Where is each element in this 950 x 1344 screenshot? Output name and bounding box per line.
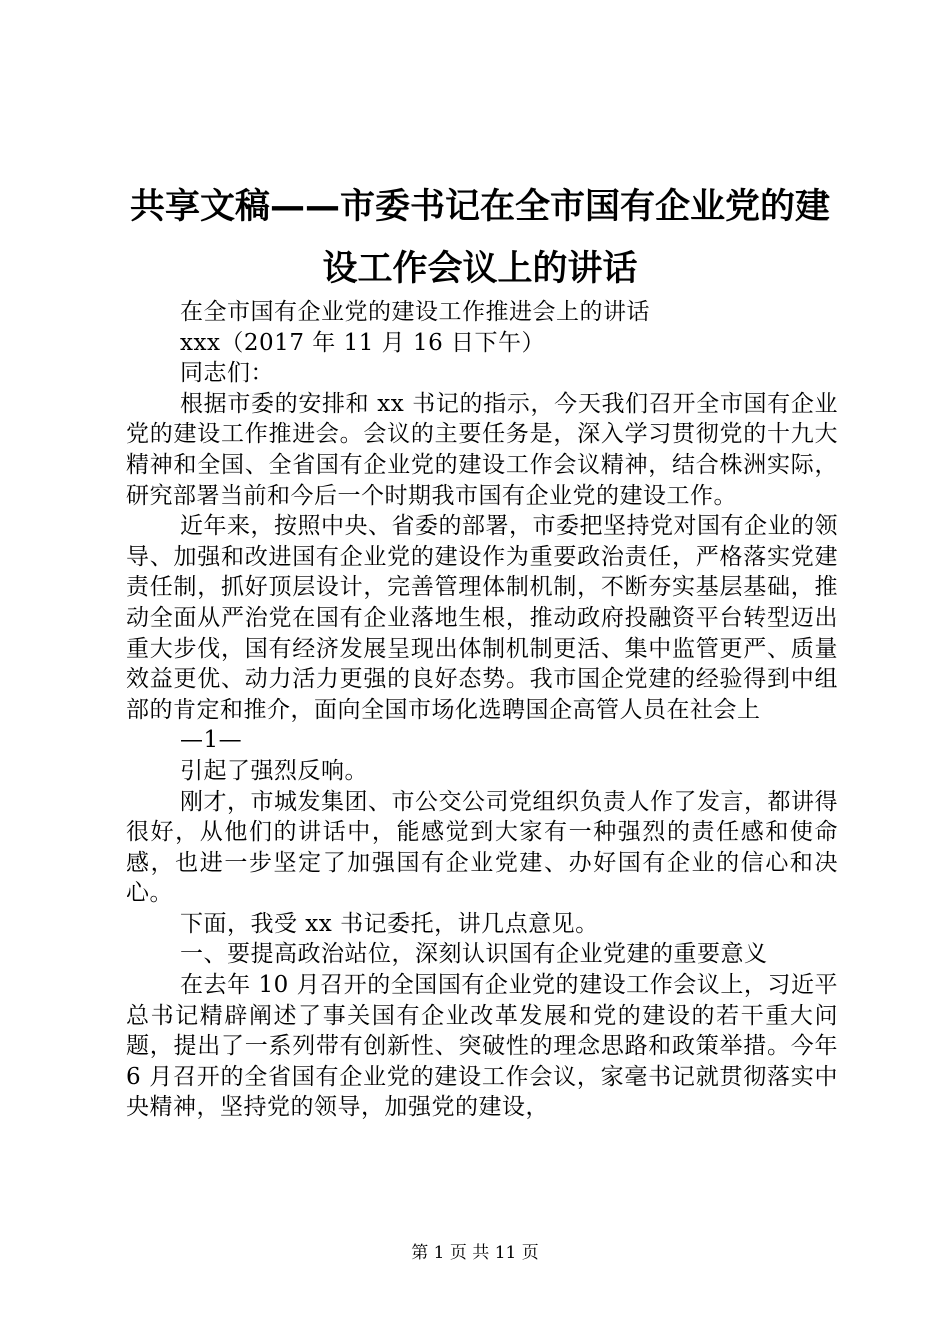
page-footer: 第 1 页 共 11 页 (411, 1243, 539, 1263)
body-paragraph: 在去年 10 月召开的全国国有企业党的建设工作会议上，习近平总书记精辟阐述了事关国有企业改革发展和党的建设的若干重大问题，提出了一系列带有创新性、突破性的理念思路和政策举措。今年 6 月召开的全省国有企业党的建设工作会议，家毫书记就贯彻落实中央精神，坚持党的领导，加强党的建设， (126, 972, 838, 1121)
section-heading: 一、要提高政治站位，深刻认识国有企业党建的重要意义 (180, 941, 768, 968)
document-title-line-1: 共享文稿——市委书记在全市国有企业党的建 (129, 187, 830, 227)
document-title-line-2: 设工作会议上的讲话 (322, 249, 638, 289)
speaker-date-line: xxx（2017 年 11 月 16 日下午） (180, 329, 546, 356)
body-paragraph: 下面，我受 xx 书记委托，讲几点意见。 (180, 910, 599, 937)
speech-heading: 在全市国有企业党的建设工作推进会上的讲话 (180, 299, 650, 325)
document-body (126, 297, 838, 1123)
inline-page-marker: —1— (180, 727, 243, 754)
body-paragraph: 根据市委的安排和 xx 书记的指示，今天我们召开全市国有企业党的建设工作推进会。会议的主要任务是，深入学习贯彻党的十九大精神和全国、全省国有企业党的建设工作会议精神，结合株洲实际，研究部署当前和今后一个时期我市国有企业党的建设工作。 (126, 390, 838, 509)
body-paragraph: 引起了强烈反响。 (180, 757, 368, 784)
body-paragraph: 近年来，按照中央、省委的部署，市委把坚持党对国有企业的领导、加强和改进国有企业党的建设作为重要政治责任，严格落实党建责任制，抓好顶层设计，完善管理体制机制，不断夯实基层基础，推动全面从严治党在国有企业落地生根，推动政府投融资平台转型迈出重大步伐，国有经济发展呈现出体制机制更活、集中监管更严、质量效益更优、动力活力更强的良好态势。我市国企党建的经验得到中组部的肯定和推介，面向全国市场化选聘国企高管人员在社会上 (126, 513, 838, 723)
body-paragraph: 刚才，市城发集团、市公交公司党组织负责人作了发言，都讲得很好，从他们的讲话中，能感觉到大家有一种强烈的责任感和使命感，也进一步坚定了加强国有企业党建、办好国有企业的信心和决心。 (126, 788, 838, 907)
salutation: 同志们： (180, 360, 274, 387)
